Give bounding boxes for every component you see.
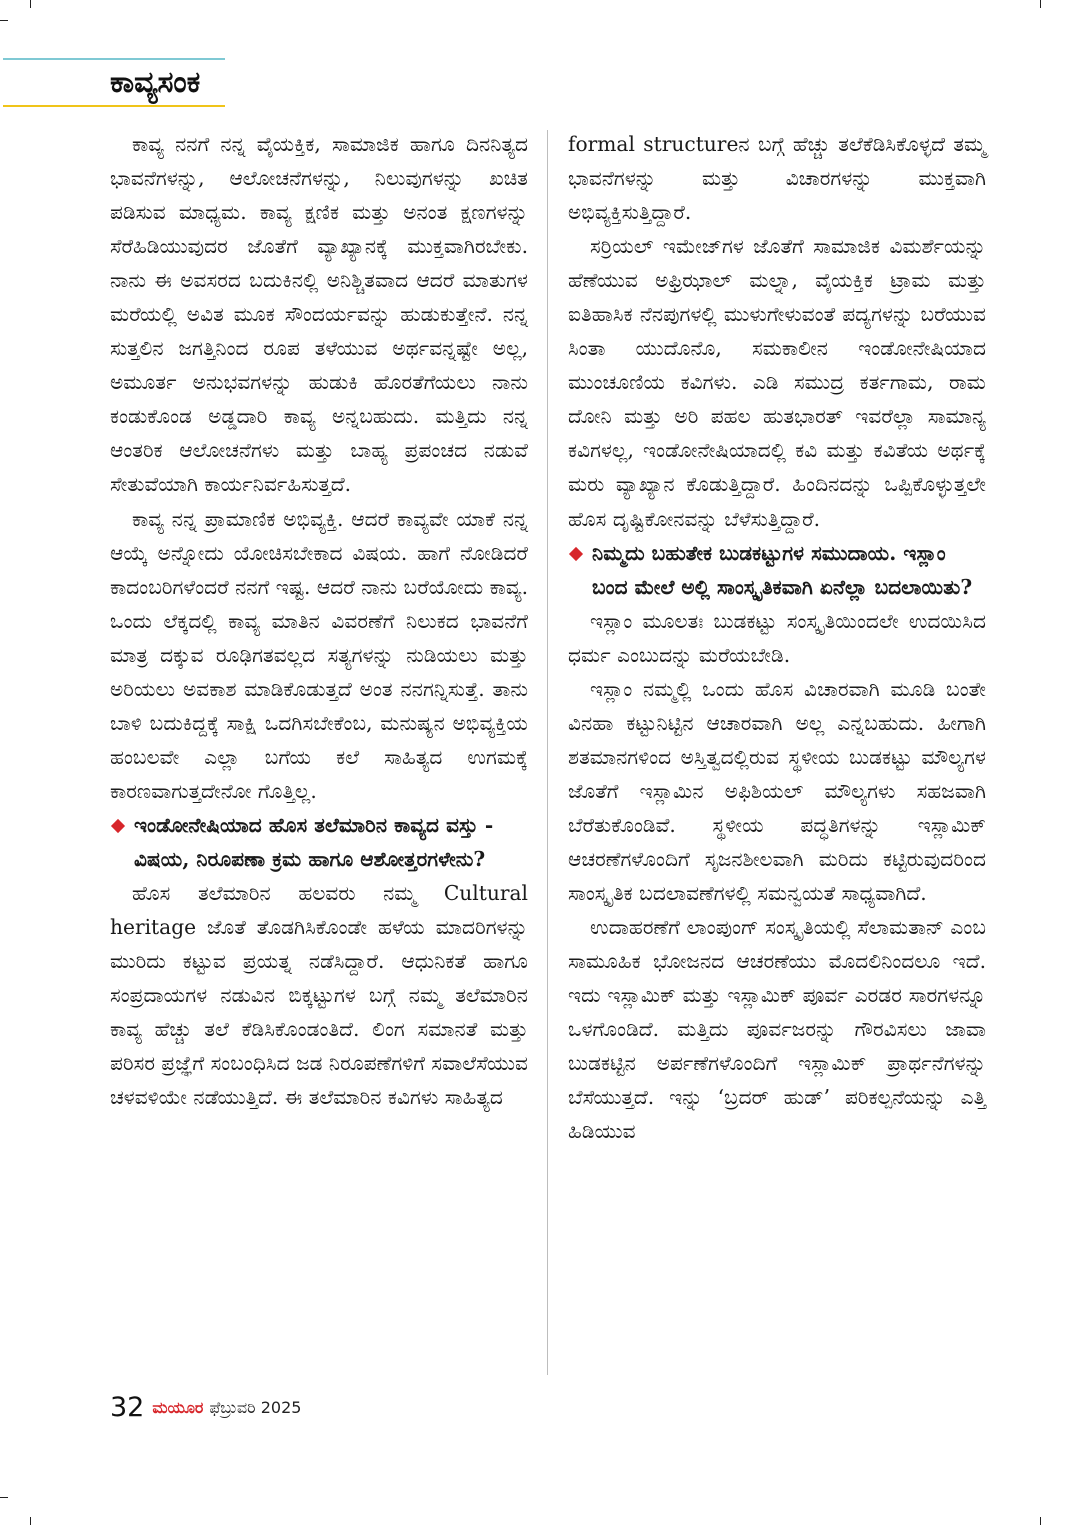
left-question	[110, 808, 528, 876]
left-question-text: ಇಂಡೋನೇಷಿಯಾದ ಹೊಸ ತಲೆಮಾರಿನ ಕಾವ್ಯದ ವಸ್ತು - ವಿಷಯ, ನಿರೂಪಣಾ ಕ್ರಮ ಹಾಗೂ ಆಶೋತ್ತರಗಳೇನು?	[134, 812, 494, 871]
right-question-text: ನಿಮ್ಮದು ಬಹುತೇಕ ಬುಡಕಟ್ಟುಗಳ ಸಮುದಾಯ. ಇಸ್ಲಾಂ ಬಂದ ಮೇಲೆ ಅಲ್ಲಿ ಸಾಂಸ್ಕೃತಿಕವಾಗಿ ಏನೆಲ್ಲಾ ಬದಲಾಯಿತು?	[592, 540, 973, 599]
right-question	[568, 536, 986, 604]
section-title: ಕಾವ್ಯಸಂಕ	[110, 65, 201, 100]
crop-mark-bottom-left	[30, 1517, 31, 1525]
issue-date: ಫೆಬ್ರುವರಿ 2025	[209, 1397, 302, 1417]
left-paragraph-3: ಹೊಸ ತಲೆಮಾರಿನ ಹಲವರು ನಮ್ಮ Cultural heritage ಜೊತೆ ತೊಡಗಿಸಿಕೊಂಡೇ ಹಳೆಯ ಮಾದರಿಗಳನ್ನು ಮುರಿದು ಕಟ್ಟುವ ಪ್ರಯತ್ನ ನಡೆಸಿದ್ದಾರೆ. ಆಧುನಿಕತೆ ಹಾಗೂ ಸಂಪ್ರದಾಯಗಳ ನಡುವಿನ ಬಿಕ್ಕಟ್ಟುಗಳ ಬಗ್ಗೆ ನಮ್ಮ ತಲೆಮಾರಿನ ಕಾವ್ಯ ಹೆಚ್ಚು ತಲೆ ಕೆಡಿಸಿಕೊಂಡಂತಿದೆ. ಲಿಂಗ ಸಮಾನತೆ ಮತ್ತು ಪರಿಸರ ಪ್ರಜ್ಞೆಗೆ ಸಂಬಂಧಿಸಿದ ಜಡ ನಿರೂಪಣೆಗಳಿಗೆ ಸವಾಲೆಸೆಯುವ ಚಳವಳಿಯೇ ನಡೆಯುತ್ತಿದೆ. ಈ ತಲೆಮಾರಿನ ಕವಿಗಳು ಸಾಹಿತ್ಯದ	[110, 881, 528, 1110]
left-paragraph-2: ಕಾವ್ಯ ನನ್ನ ಪ್ರಾಮಾಣಿಕ ಅಭಿವ್ಯಕ್ತಿ. ಆದರೆ ಕಾವ್ಯವೇ ಯಾಕೆ ನನ್ನ ಆಯ್ಕೆ ಅನ್ನೋದು ಯೋಚಿಸಬೇಕಾದ ವಿಷಯ. ಹಾಗೆ ನೋಡಿದರೆ ಕಾದಂಬರಿಗಳೆಂದರೆ ನನಗೆ ಇಷ್ಟ. ಆದರೆ ನಾನು ಬರೆಯೋದು ಕಾವ್ಯ. ಒಂದು ಲೆಕ್ಕದಲ್ಲಿ ಕಾವ್ಯ ಮಾತಿನ ವಿವರಣೆಗೆ ನಿಲುಕದ ಭಾವನೆಗೆ ಮಾತ್ರ ದಕ್ಕುವ ರೂಢಿಗತವಲ್ಲದ ಸತ್ಯಗಳನ್ನು ನುಡಿಯಲು ಮತ್ತು ಅರಿಯಲು ಅವಕಾಶ ಮಾಡಿಕೊಡುತ್ತದೆ ಅಂತ ನನಗನ್ನಿಸುತ್ತೆ. ತಾನು ಬಾಳಿ ಬದುಕಿದ್ದಕ್ಕೆ ಸಾಕ್ಷಿ ಒದಗಿಸಬೇಕೆಂಬ, ಮನುಷ್ಯನ ಅಭಿವ್ಯಕ್ತಿಯ ಹಂಬಲವೇ ಎಲ್ಲಾ ಬಗೆಯ ಕಲೆ ಸಾಹಿತ್ಯದ ಉಗಮಕ್ಕೆ ಕಾರಣವಾಗುತ್ತದೇನೋ ಗೊತ್ತಿಲ್ಲ.	[110, 506, 528, 803]
magazine-logo: ಮಯೂರ	[152, 1397, 204, 1417]
page-footer	[110, 1392, 301, 1428]
left-paragraph-1: ಕಾವ್ಯ ನನಗೆ ನನ್ನ ವೈಯಕ್ತಿಕ, ಸಾಮಾಜಿಕ ಹಾಗೂ ದಿನನಿತ್ಯದ ಭಾವನೆಗಳನ್ನು, ಆಲೋಚನೆಗಳನ್ನು, ನಿಲುವುಗಳನ್ನು ಖಚಿತ ಪಡಿಸುವ ಮಾಧ್ಯಮ. ಕಾವ್ಯ ಕ್ಷಣಿಕ ಮತ್ತು ಅನಂತ ಕ್ಷಣಗಳನ್ನು ಸೆರೆಹಿಡಿಯುವುದರ ಜೊತೆಗೆ ವ್ಯಾಖ್ಯಾನಕ್ಕೆ ಮುಕ್ತವಾಗಿರಬೇಕು. ನಾನು ಈ ಅವಸರದ ಬದುಕಿನಲ್ಲಿ ಅನಿಶ್ಚಿತವಾದ ಆದರೆ ಮಾತುಗಳ ಮರೆಯಲ್ಲಿ ಅವಿತ ಮೂಕ ಸೌಂದರ್ಯವನ್ನು ಹುಡುಕುತ್ತೇನೆ. ನನ್ನ ಸುತ್ತಲಿನ ಜಗತ್ತಿನಿಂದ ರೂಪ ತಳೆಯುವ ಅರ್ಥವನ್ನಷ್ಟೇ ಅಲ್ಲ, ಅಮೂರ್ತ ಅನುಭವಗಳನ್ನು ಹುಡುಕಿ ಹೊರತೆಗೆಯಲು ನಾನು ಕಂಡುಕೊಂಡ ಅಡ್ಡದಾರಿ ಕಾವ್ಯ ಅನ್ನಬಹುದು. ಮತ್ತಿದು ನನ್ನ ಆಂತರಿಕ ಆಲೋಚನೆಗಳು ಮತ್ತು ಬಾಹ್ಯ ಪ್ರಪಂಚದ ನಡುವೆ ಸೇತುವೆಯಾಗಿ ಕಾರ್ಯನಿರ್ವಹಿಸುತ್ತದೆ.	[110, 132, 528, 497]
crop-mark-left-upper	[0, 20, 8, 21]
header-top-rule	[3, 58, 225, 60]
crop-mark-bottom-right	[1040, 1517, 1041, 1525]
right-paragraph-3: ಇಸ್ಲಾಂ ಮೂಲತಃ ಬುಡಕಟ್ಟು ಸಂಸ್ಕೃತಿಯಿಂದಲೇ ಉದಯಿಸಿದ ಧರ್ಮ ಎಂಬುದನ್ನು ಮರೆಯಬೇಡಿ.	[568, 608, 986, 667]
crop-mark-top-right	[1040, 0, 1041, 8]
header-bottom-rule	[3, 105, 225, 107]
left-column	[110, 127, 528, 1114]
question-bullet-icon	[569, 546, 583, 560]
right-column	[568, 127, 986, 1148]
section-header	[3, 58, 225, 108]
question-bullet-icon	[111, 819, 125, 833]
column-divider	[547, 130, 548, 1375]
right-paragraph-5: ಉದಾಹರಣೆಗೆ ಲಾಂಪುಂಗ್ ಸಂಸ್ಕೃತಿಯಲ್ಲಿ ಸೆಲಾಮತಾನ್ ಎಂಬ ಸಾಮೂಹಿಕ ಭೋಜನದ ಆಚರಣೆಯು ಮೊದಲಿನಿಂದಲೂ ಇದೆ. ಇದು ಇಸ್ಲಾಮಿಕ್ ಮತ್ತು ಇಸ್ಲಾಮಿಕ್ ಪೂರ್ವ ಎರಡರ ಸಾರಗಳನ್ನೂ ಒಳಗೊಂಡಿದೆ. ಮತ್ತಿದು ಪೂರ್ವಜರನ್ನು ಗೌರವಿಸಲು ಜಾವಾ ಬುಡಕಟ್ಟಿನ ಅರ್ಪಣೆಗಳೊಂದಿಗೆ ಇಸ್ಲಾಮಿಕ್ ಪ್ರಾರ್ಥನೆಗಳನ್ನು ಬೆಸೆಯುತ್ತದೆ. ಇನ್ನು ‘ಬ್ರದರ್ ಹುಡ್’ ಪರಿಕಲ್ಪನೆಯನ್ನು ಎತ್ತಿ ಹಿಡಿಯುವ	[568, 915, 986, 1144]
right-paragraph-1: formal structureನ ಬಗ್ಗೆ ಹೆಚ್ಚು ತಲೆಕೆಡಿಸಿಕೊಳ್ಳದೆ ತಮ್ಮ ಭಾವನೆಗಳನ್ನು ಮತ್ತು ವಿಚಾರಗಳನ್ನು ಮುಕ್ತವಾಗಿ ಅಭಿವ್ಯಕ್ತಿಸುತ್ತಿದ್ದಾರೆ.	[568, 132, 986, 225]
crop-mark-left-lower	[0, 1497, 8, 1498]
page-number: 32	[110, 1392, 145, 1423]
crop-mark-top-left	[30, 0, 31, 8]
right-paragraph-2: ಸರ್ರಿಯಲ್ ಇಮೇಜ್‌ಗಳ ಜೊತೆಗೆ ಸಾಮಾಜಿಕ ವಿಮರ್ಶೆಯನ್ನು ಹೆಣೆಯುವ ಅಫ್ರಿಝಾಲ್ ಮಲ್ನಾ, ವೈಯಕ್ತಿಕ ಟ್ರಾಮ ಮತ್ತು ಐತಿಹಾಸಿಕ ನೆನಪುಗಳಲ್ಲಿ ಮುಳುಗೇಳುವಂತೆ ಪದ್ಯಗಳನ್ನು ಬರೆಯುವ ಸಿಂತಾ ಯುದೊನೊ, ಸಮಕಾಲೀನ ಇಂಡೋನೇಷಿಯಾದ ಮುಂಚೂಣಿಯ ಕವಿಗಳು. ಎಡಿ ಸಮುದ್ರ ಕರ್ತಗಾಮ, ರಾಮ ದೋನಿ ಮತ್ತು ಅರಿ ಪಹಲ ಹುತಭಾರತ್ ಇವರೆಲ್ಲಾ ಸಾಮಾನ್ಯ ಕವಿಗಳಲ್ಲ, ಇಂಡೋನೇಷಿಯಾದಲ್ಲಿ ಕವಿ ಮತ್ತು ಕವಿತೆಯ ಅರ್ಥಕ್ಕೆ ಮರು ವ್ಯಾಖ್ಯಾನ ಕೊಡುತ್ತಿದ್ದಾರೆ. ಹಿಂದಿನದನ್ನು ಒಪ್ಪಿಕೊಳ್ಳುತ್ತಲೇ ಹೊಸ ದೃಷ್ಟಿಕೋನವನ್ನು ಬೆಳೆಸುತ್ತಿದ್ದಾರೆ.	[568, 234, 986, 531]
right-paragraph-4: ಇಸ್ಲಾಂ ನಮ್ಮಲ್ಲಿ ಒಂದು ಹೊಸ ವಿಚಾರವಾಗಿ ಮೂಡಿ ಬಂತೇ ವಿನಹಾ ಕಟ್ಟುನಿಟ್ಟಿನ ಆಚಾರವಾಗಿ ಅಲ್ಲ ಎನ್ನಬಹುದು. ಹೀಗಾಗಿ ಶತಮಾನಗಳಿಂದ ಅಸ್ತಿತ್ವದಲ್ಲಿರುವ ಸ್ಥಳೀಯ ಬುಡಕಟ್ಟು ಮೌಲ್ಯಗಳ ಜೊತೆಗೆ ಇಸ್ಲಾಮಿನ ಅಫಿಶಿಯಲ್ ಮೌಲ್ಯಗಳು ಸಹಜವಾಗಿ ಬೆರೆತುಕೊಂಡಿವೆ. ಸ್ಥಳೀಯ ಪದ್ಧತಿಗಳನ್ನು ಇಸ್ಲಾಮಿಕ್ ಆಚರಣೆಗಳೊಂದಿಗೆ ಸೃಜನಶೀಲವಾಗಿ ಮರಿದು ಕಟ್ಟಿರುವುದರಿಂದ ಸಾಂಸ್ಕೃತಿಕ ಬದಲಾವಣೆಗಳಲ್ಲಿ ಸಮನ್ವಯತೆ ಸಾಧ್ಯವಾಗಿದೆ.	[568, 676, 986, 906]
